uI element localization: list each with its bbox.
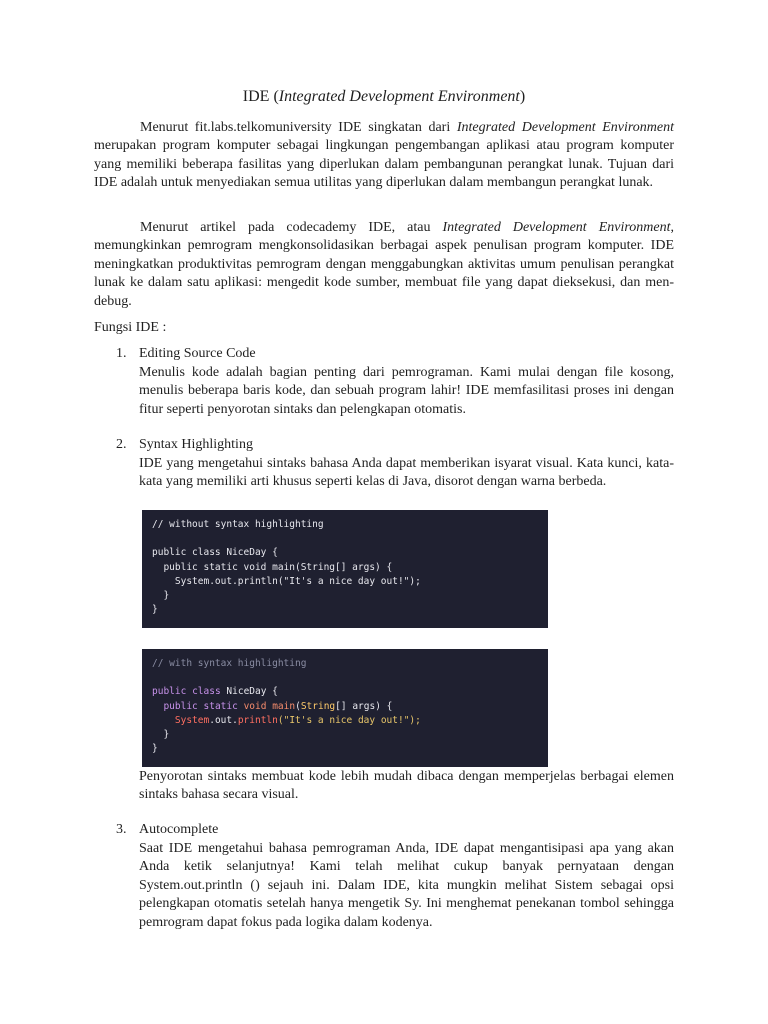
list-item-number: 2.	[116, 437, 127, 452]
list-item-number: 3.	[116, 822, 127, 837]
code-punct: }	[163, 729, 170, 741]
title-prefix: IDE (	[242, 88, 279, 105]
code-punct: (	[295, 700, 301, 712]
paragraph-2-start: Menurut artikel pada codecademy IDE, atau	[140, 220, 443, 235]
code-type: String	[300, 700, 336, 712]
code-line: }	[152, 590, 170, 602]
code-string: ("It's a nice day out!");	[277, 714, 421, 726]
code-function: main	[272, 700, 296, 712]
code-object: System	[174, 714, 210, 726]
paragraph-1-italic: Integrated Development Environment	[456, 120, 674, 135]
list-item-body: IDE yang mengetahui sintaks bahasa Anda dapat memberikan isyarat visual. Kata kunci, kata-kata yang memiliki arti khusus seperti kelas di Java, disorot dengan warna berbeda.	[139, 456, 674, 490]
code-keyword: public	[152, 686, 187, 698]
code-class-name: NiceDay	[226, 686, 267, 698]
code-keyword: class	[192, 686, 221, 698]
list-item-heading: Autocomplete	[139, 822, 219, 837]
code-line: System.out.println("It's a nice day out!");	[152, 575, 421, 587]
list-item-heading: Syntax Highlighting	[139, 437, 253, 452]
paragraph-2	[94, 219, 674, 311]
paragraph-1-start: Menurut fit.labs.telkomuniversity IDE singkatan dari	[140, 120, 457, 135]
title-italic: Integrated Development Environment	[278, 88, 520, 105]
paragraph-1-rest: merupakan program komputer sebagai lingkungan pengembangan aplikasi atau program komputer yang memiliki beberapa fasilitas yang diperlukan dalam pembangunan perangkat lunak. Tujuan dari IDE adalah untuk menyediakan semua utilitas yang diperlukan dalam membangun perangkat lunak.	[94, 138, 674, 191]
title-suffix: )	[519, 88, 526, 105]
code-keyword: static	[203, 700, 238, 712]
list-item-body: Menulis kode adalah bagian penting dari pemrograman. Kami mulai dengan file kosong, menulis beberapa baris kode, dan sebuah program lahir! IDE memfasilitasi proses ini dengan fitur seperti penyorotan sintaks dan pelengkapan otomatis.	[139, 365, 674, 417]
paragraph-2-italic: Integrated Development Environment	[442, 220, 671, 235]
code-args: [] args	[335, 700, 376, 712]
list-item-number: 1.	[116, 346, 127, 361]
list-item-after-text: Penyorotan sintaks membuat kode lebih mudah dibaca dengan memperjelas berbagai elemen sintaks bahasa secara visual.	[139, 769, 674, 803]
code-comment: // with syntax highlighting	[152, 658, 307, 669]
paragraph-1	[94, 119, 674, 193]
code-block-without-highlighting	[142, 510, 548, 628]
code-punct: ) {	[375, 700, 393, 712]
paragraph-2-rest: , memungkinkan pemrogram mengkonsolidasikan berbagai aspek penulisan program komputer. IDE meningkatkan produktivitas pemrogram dengan menggabungkan aktivitas umum penulisan perangkat lunak ke dalam satu aplikasi: mengedit kode sumber, membuat file yang dapat dieksekusi, dan men-debug.	[94, 220, 674, 309]
code-function: println	[237, 714, 278, 726]
code-keyword: void	[243, 700, 267, 712]
code-member: .out.	[209, 714, 238, 726]
code-block-with-highlighting	[142, 649, 548, 767]
code-punct: }	[152, 743, 158, 755]
fungsi-heading: Fungsi IDE :	[94, 320, 167, 335]
code-line: public static void main(String[] args) {	[152, 561, 393, 573]
code-line: }	[152, 604, 158, 616]
document-title	[0, 88, 768, 106]
code-line: public class NiceDay {	[152, 547, 278, 559]
list-item-heading: Editing Source Code	[139, 346, 256, 361]
list-item-body: Saat IDE mengetahui bahasa pemrograman Anda, IDE dapat mengantisipasi apa yang akan Anda ketik selanjutnya! Kami telah melihat cukup banyak pernyataan dengan System.out.println () sejauh ini. Dalam IDE, kita mungkin melihat Sistem sebagai opsi pelengkapan otomatis setelah hanya mengetik Sy. Ini menghemat penekanan tombol sehingga pemrogram dapat fokus pada logika dalam kodenya.	[139, 841, 674, 930]
code-comment: // without syntax highlighting	[152, 519, 324, 530]
code-keyword: public	[163, 700, 198, 712]
code-punct: {	[266, 686, 278, 698]
